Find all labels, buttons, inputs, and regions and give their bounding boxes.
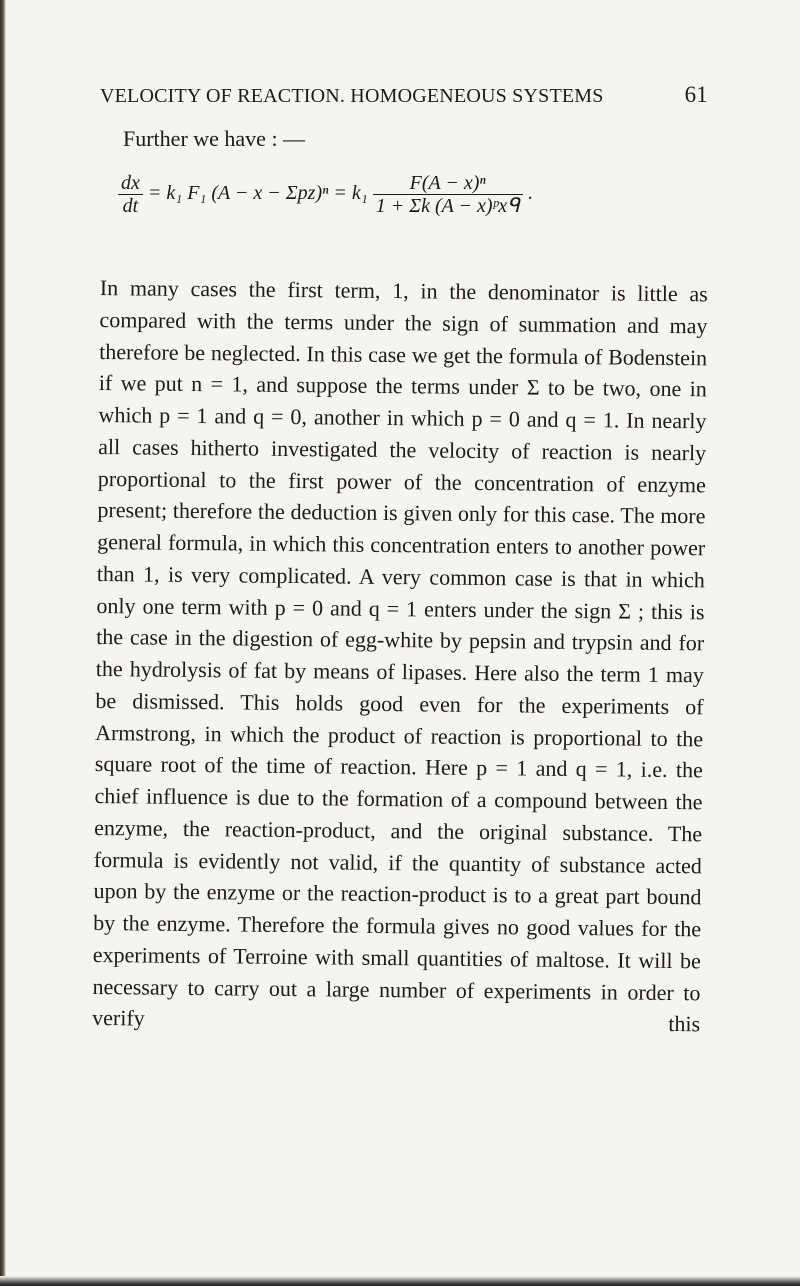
rate-denominator: 1 + Σk (A − x)ᵖxᑫ xyxy=(375,195,520,217)
rate-equation xyxy=(118,172,708,232)
derivative-denominator: dt xyxy=(122,195,139,217)
equation-middle: = k₁ F₁ (A − x − Σpz)ⁿ = k₁ xyxy=(147,182,368,205)
derivative-fraction xyxy=(118,172,143,217)
running-header xyxy=(100,82,708,108)
page-left-edge-shadow xyxy=(0,0,6,1286)
body-paragraph xyxy=(92,272,708,1040)
lead-sentence: Further we have : — xyxy=(123,126,306,151)
rate-fraction xyxy=(373,172,523,217)
running-title: VELOCITY OF REACTION. HOMOGENEOUS SYSTEMS xyxy=(100,85,604,107)
equation-period: . xyxy=(527,182,533,205)
rate-numerator: F(A − x)ⁿ xyxy=(373,172,523,195)
paragraph-text: In many cases the first term, 1, in the denominator is little as compared with the terms under the sign of summation and may therefore be neglected. In this case we get the formula of Bodenstein if we put n = 1, and suppose the terms under Σ to be two, one in which p = 1 and q = 0, another in which p = 0 and q = 1. In nearly all cases hitherto investigated the velocity of reaction is nearly proportional to the first power of the concentration of enzyme present; therefore the deduction is given only for this case. The more general formula, in which this concentration enters to another power than 1, is very complicated. A very common case is that in which only one term with p = 0 and q = 1 enters under the sign Σ ; this is the case in the digestion of egg-white by pepsin and trypsin and for the hydrolysis of fat by means of lipases. Here also the term 1 may be dismissed. This holds good even for the experiments of Armstrong, in which the product of reaction is proportional to the square root of the time of reaction. Here p = 1 and q = 1, i.e. the chief influence is due to the formation of a compound between the enzyme, the reaction-product, and the original substance. The formula is evidently not valid, if the quantity of substance acted upon by the enzyme or the reaction-product is to a great part bound by the enzyme. Therefore the formula gives no good values for the experiments of Terroine with small quantities of maltose. It will be necessary to carry out a large number of experiments in order to verify this xyxy=(92,274,708,1037)
page-number: 61 xyxy=(684,82,708,107)
page-bottom-edge-shadow xyxy=(0,1276,800,1286)
derivative-numerator: dx xyxy=(118,172,143,195)
